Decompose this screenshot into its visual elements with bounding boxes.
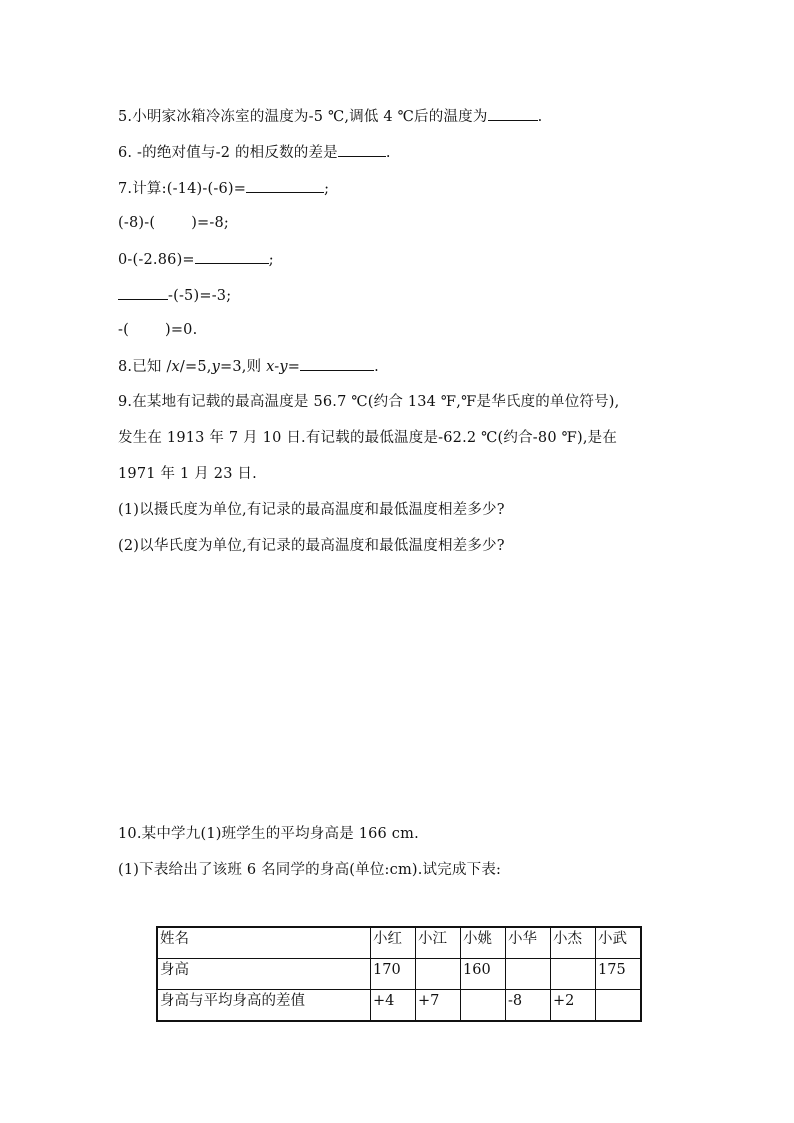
question-10-line-1: 10.某中学九(1)班学生的平均身高是 166 cm. xyxy=(118,826,419,842)
table-cell[interactable] xyxy=(596,990,642,1022)
table-cell: +2 xyxy=(551,990,596,1022)
table-cell[interactable] xyxy=(461,990,506,1022)
table-cell[interactable] xyxy=(416,959,461,990)
question-7-line-4: -(-5)=-3; xyxy=(118,285,231,306)
table-cell: 小华 xyxy=(506,927,551,959)
table-row xyxy=(157,927,641,959)
table-cell: 175 xyxy=(596,959,642,990)
table-cell: 小红 xyxy=(371,927,416,959)
table-cell[interactable] xyxy=(506,959,551,990)
question-9-line-1: 9.在某地有记载的最高温度是 56.7 ℃(约合 134 ℉,℉是华氏度的单位符号), xyxy=(118,394,620,410)
table-cell: 小武 xyxy=(596,927,642,959)
question-5: 5.小明家冰箱冷冻室的温度为-5 ℃,调低 4 ℃后的温度为 . xyxy=(118,106,542,127)
answer-blank[interactable] xyxy=(195,249,269,264)
question-9-sub-1: (1)以摄氏度为单位,有记录的最高温度和最低温度相差多少? xyxy=(118,502,505,518)
table-cell: 160 xyxy=(461,959,506,990)
table-row xyxy=(157,990,641,1022)
question-7-line-5: -( )=0. xyxy=(118,322,198,338)
answer-blank[interactable] xyxy=(488,106,538,121)
question-7-line-2: (-8)-( )=-8; xyxy=(118,215,230,231)
table-cell: 小江 xyxy=(416,927,461,959)
table-cell: -8 xyxy=(506,990,551,1022)
question-6: 6. -的绝对值与-2 的相反数的差是 . xyxy=(118,142,391,163)
table-cell: 小姚 xyxy=(461,927,506,959)
answer-blank[interactable] xyxy=(246,178,324,193)
table-cell[interactable] xyxy=(551,959,596,990)
answer-blank[interactable] xyxy=(118,285,168,300)
question-9-sub-2: (2)以华氏度为单位,有记录的最高温度和最低温度相差多少? xyxy=(118,538,505,554)
row-label: 身高与平均身高的差值 xyxy=(157,990,371,1022)
table-cell: 170 xyxy=(371,959,416,990)
question-7-line-1: 7.计算:(-14)-(-6)= ; xyxy=(118,178,329,199)
row-label: 身高 xyxy=(157,959,371,990)
table-cell: +7 xyxy=(416,990,461,1022)
table-row xyxy=(157,959,641,990)
height-table xyxy=(156,926,642,1022)
table-cell: 小杰 xyxy=(551,927,596,959)
question-9-line-3: 1971 年 1 月 23 日. xyxy=(118,466,257,482)
answer-blank[interactable] xyxy=(338,142,386,157)
question-8: 8.已知 /x/=5,y=3,则 x-y= . xyxy=(118,356,379,377)
row-label: 姓名 xyxy=(157,927,371,959)
answer-blank[interactable] xyxy=(300,356,374,371)
question-7-line-3: 0-(-2.86)= ; xyxy=(118,249,274,270)
question-10-line-2: (1)下表给出了该班 6 名同学的身高(单位:cm).试完成下表: xyxy=(118,862,502,878)
table-cell: +4 xyxy=(371,990,416,1022)
question-9-line-2: 发生在 1913 年 7 月 10 日.有记载的最低温度是-62.2 ℃(约合-80 ℉),是在 xyxy=(118,430,618,446)
